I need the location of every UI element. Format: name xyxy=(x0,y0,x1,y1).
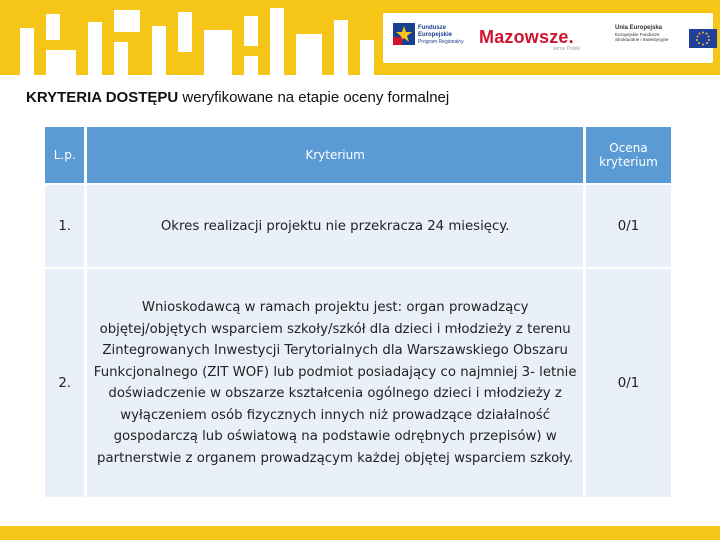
row-criterion: Okres realizacji projektu nie przekracza 24 miesięcy. xyxy=(87,185,583,267)
row-score: 0/1 xyxy=(586,269,671,497)
bottom-banner xyxy=(0,526,720,540)
mazowsze-logo: Mazowsze. xyxy=(479,27,574,47)
row-score: 0/1 xyxy=(586,185,671,267)
page-title-bold: KRYTERIA DOSTĘPU xyxy=(26,89,179,106)
header-score: Ocena kryterium xyxy=(586,127,671,183)
fe-line3: Program Regionalny xyxy=(418,39,464,45)
row-criterion: Wnioskodawcą w ramach projektu jest: organ prowadzący objętej/objętych wsparciem szkoły/szkół dla dzieci i młodzieży z terenu Zintegrowanych Inwestycji Terytorialnych dla Warszawskiego Obszaru Funkcjonalnego (ZIT WOF) lub podmiot posiadający co najmniej 3- letnie doświadczenie w obszarze kształcenia ogólnego dzieci i młodzieży z wyłączeniem osób fizycznych innych niż prowadzące działalność gospodarczą lub oświatową na podstawie odrębnych przepisów) w partnerstwie z organem prowadzącym każdej objętej wsparciem szkoły. xyxy=(87,269,583,497)
criteria-table xyxy=(42,125,674,499)
decorative-pattern xyxy=(0,0,380,75)
header-criterion: Kryterium xyxy=(87,127,583,183)
eu-flag-icon xyxy=(689,29,717,48)
top-banner xyxy=(0,0,720,75)
ue-line2: Europejskie Fundusze xyxy=(615,32,660,37)
sponsor-logos xyxy=(383,13,713,63)
header-lp: L.p. xyxy=(45,127,84,183)
row-lp: 1. xyxy=(45,185,84,267)
row-lp: 2. xyxy=(45,269,84,497)
ue-line1: Unia Europejska xyxy=(615,25,663,31)
table-row xyxy=(45,185,671,267)
page-title-rest: weryfikowane na etapie oceny formalnej xyxy=(178,89,450,106)
fe-line2: Europejskie xyxy=(418,32,453,38)
eu-funds-star-icon xyxy=(393,23,415,45)
ue-line3: Strukturalne i Inwestycyjne xyxy=(615,37,669,42)
fe-line1: Fundusze xyxy=(418,25,446,31)
table-header-row xyxy=(45,127,671,183)
page-title xyxy=(26,89,449,106)
mazowsze-tagline: serce Polski xyxy=(553,46,580,52)
table-row xyxy=(45,269,671,497)
